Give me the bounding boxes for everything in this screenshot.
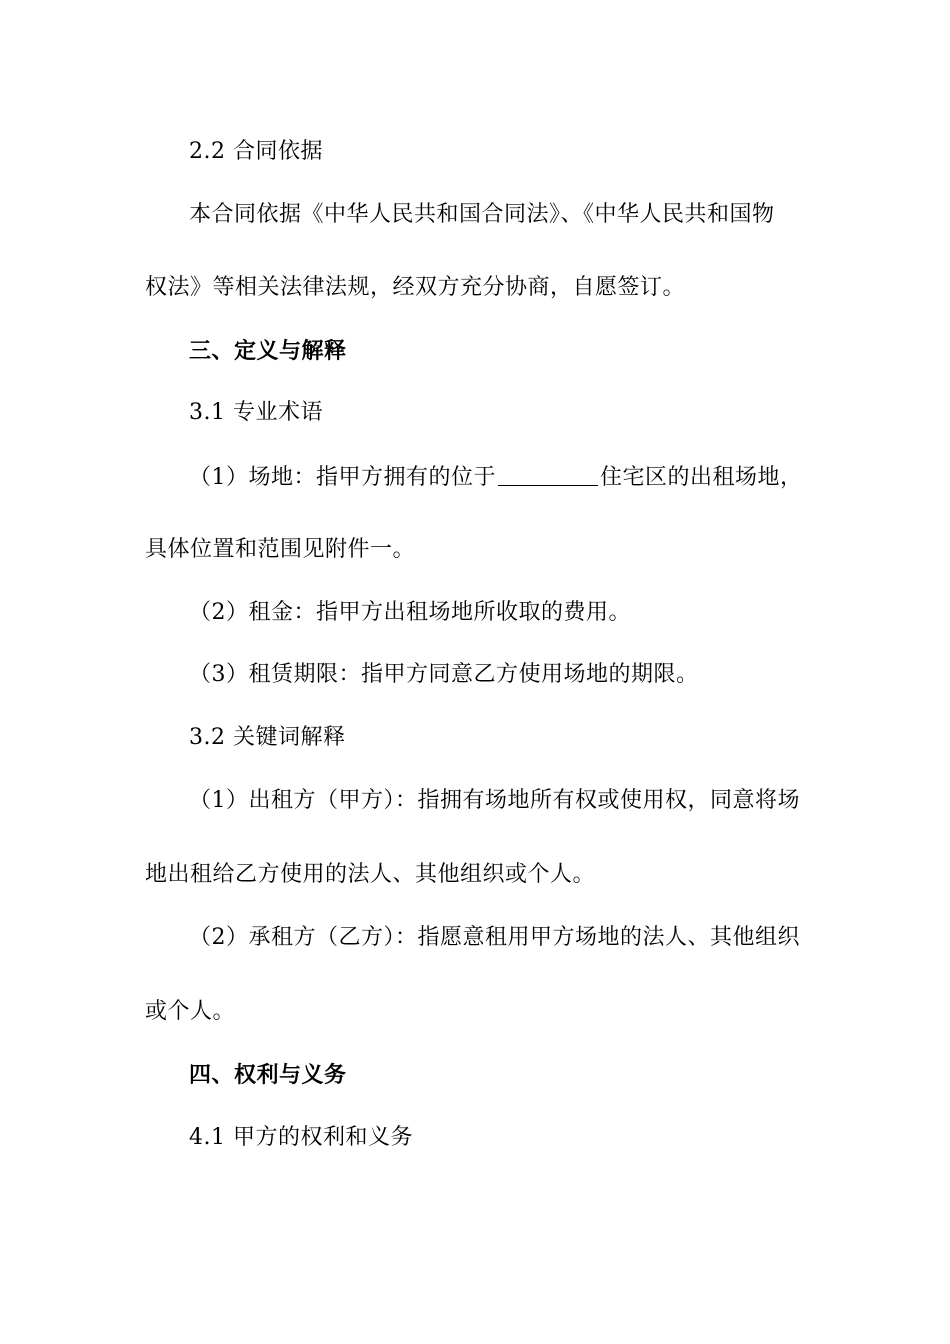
section-2-2-title: 2.2 合同依据 [189,139,323,164]
location-blank-field[interactable] [498,463,598,486]
term-venue-line-1 [189,461,803,493]
section-3-heading: 三、定义与解释 [189,338,347,364]
term-lessee-line-2: 或个人。 [145,999,236,1024]
paragraph-basis-line-2: 权法》等相关法律法规，经双方充分协商，自愿签订。 [145,275,686,300]
section-4-1-title: 4.1 甲方的权利和义务 [189,1125,413,1150]
paragraph-basis-line-1: 本合同依据《中华人民共和国合同法》、《中华人民共和国物 [189,202,775,227]
term-venue-text-after: 住宅区的出租场地， [600,465,803,490]
term-rent: （2）租金：指甲方出租场地所收取的费用。 [189,600,631,625]
term-lessee-line-1: （2）承租方（乙方）：指愿意租用甲方场地的法人、其他组织 [189,925,800,950]
term-lease-period: （3）租赁期限：指甲方同意乙方使用场地的期限。 [189,662,699,687]
section-3-1-title: 3.1 专业术语 [189,400,323,425]
section-3-2-title: 3.2 关键词解释 [189,725,346,750]
section-4-heading: 四、权利与义务 [189,1062,347,1088]
term-venue-line-2: 具体位置和范围见附件一。 [145,537,416,562]
term-lessor-line-1: （1）出租方（甲方）：指拥有场地所有权或使用权，同意将场 [189,788,800,813]
term-venue-text-before: （1）场地：指甲方拥有的位于 [189,465,496,490]
term-lessor-line-2: 地出租给乙方使用的法人、其他组织或个人。 [145,862,596,887]
